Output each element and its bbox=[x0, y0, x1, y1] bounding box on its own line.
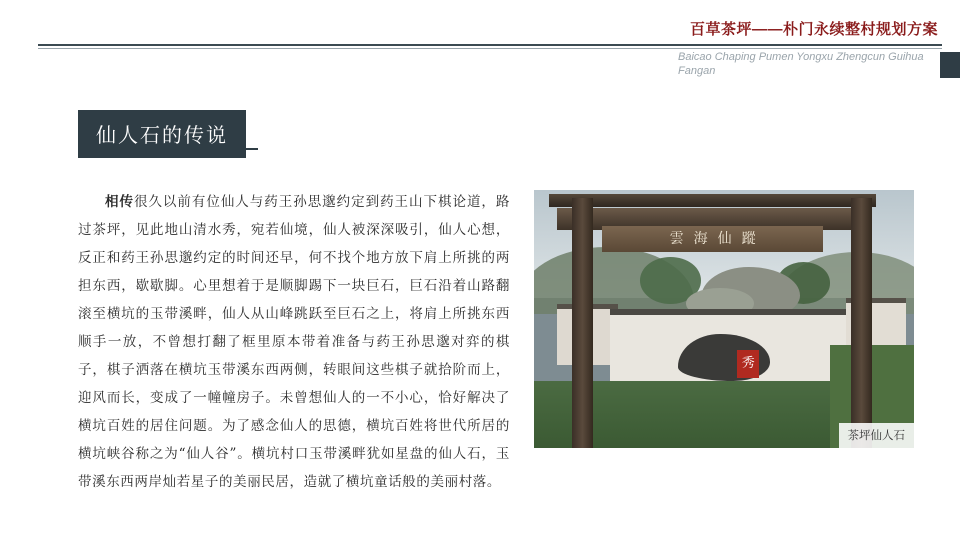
gate-top-beam bbox=[549, 194, 876, 207]
photo-illustration bbox=[534, 190, 914, 448]
header-corner-block bbox=[940, 52, 960, 78]
gate-post-right bbox=[851, 198, 872, 448]
photo-chaping-immortal-stone bbox=[534, 190, 914, 448]
gate-post-left bbox=[572, 198, 593, 448]
section-title: 仙人石的传说 bbox=[78, 110, 246, 158]
header-title-chinese: 百草茶坪——朴门永续整村规划方案 bbox=[689, 21, 938, 38]
wall-seal-stamp: 秀 bbox=[737, 350, 759, 378]
header-divider-thin bbox=[38, 48, 942, 49]
body-paragraph: 很久以前有位仙人与药王孙思邈约定到药王山下棋论道，路过茶坪，见此地山清水秀，宛若仙境，仙人被深深吸引，仙人心想，反正和药王孙思邈约定的时间还早，何不找个地方放下肩上所挑的两担东西，歇歇脚。心里想着于是顺脚踢下一块巨石，巨石沿着山路翻滚至横坑的玉带溪畔，仙人从山峰跳跃至巨石之上，将肩上所挑东西顺手一放，不曾想打翻了框里原本带着准备与药王孙思邈对弈的棋子，棋子洒落在横坑玉带溪东西两侧，转眼间这些棋子就拾阶而上，迎风而长，变成了一幢幢房子。未曾想仙人的一不小心，恰好解决了横坑百姓的居住问题。为了感念仙人的思德，横坑百姓将世代所居的横坑峡谷称之为“仙人谷”。横坑村口玉带溪畔犹如星盘的仙人石，玉带溪东西两岸灿若星子的美丽民居，造就了横坑童话般的美丽村落。 bbox=[78, 194, 511, 490]
body-lead-in: 相传 bbox=[105, 194, 134, 210]
header-divider-thick bbox=[38, 44, 942, 46]
header-title-pinyin: Baicao Chaping Pumen Yongxu Zhengcun Guihua Fangan bbox=[678, 51, 924, 77]
photo-caption: 茶坪仙人石 bbox=[839, 423, 915, 448]
gate-plaque: 雲海仙蹤 bbox=[602, 226, 822, 252]
section-title-underline bbox=[78, 148, 258, 150]
legend-body-text bbox=[78, 188, 510, 496]
page-header bbox=[0, 0, 960, 78]
